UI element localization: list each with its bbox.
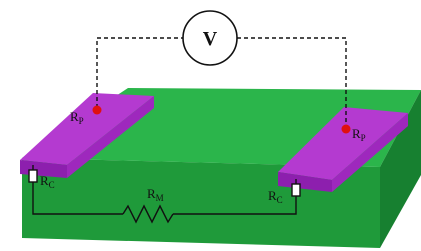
left-probe-point: [93, 106, 102, 115]
voltmeter-label: V: [202, 28, 218, 50]
left-contact-resistance-label: $R_C$: [40, 173, 55, 190]
voltmeter: [183, 11, 237, 65]
left-probe-resistance-label: $R_P$: [70, 109, 84, 126]
right-probe-resistance-label: $R_P$: [352, 126, 366, 143]
right-probe-point: [342, 125, 351, 134]
right-contact-resistor: [292, 184, 300, 196]
left-contact-resistor: [29, 170, 37, 182]
right-contact-resistance-label: $R_C$: [268, 188, 283, 205]
material-resistance-label: $R_M$: [147, 186, 164, 203]
